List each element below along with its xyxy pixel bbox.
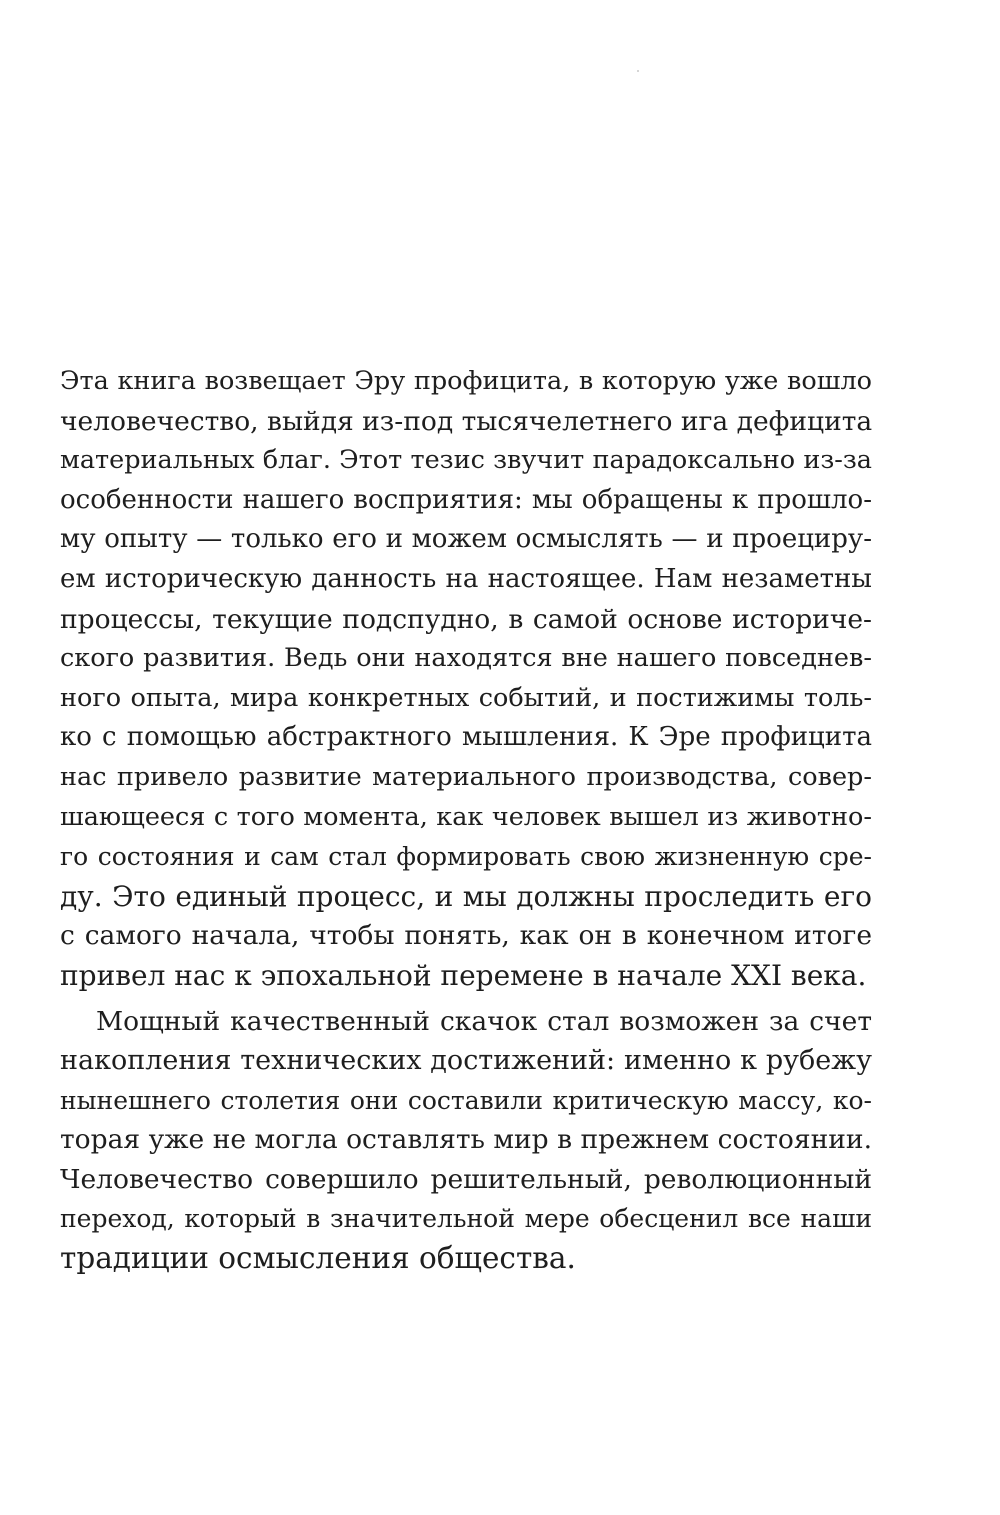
- text-line: нас привело развитие материального производства, совер-: [60, 761, 872, 792]
- text-line: Человечество совершило решительный, революционный: [60, 1163, 872, 1195]
- paragraph-1: [60, 362, 872, 996]
- paragraph-2: [60, 1002, 872, 1279]
- text-line: нынешнего столетия они составили критическую массу, ко-: [60, 1085, 872, 1115]
- text-line: ского развития. Ведь они находятся вне нашего повседнев-: [60, 643, 872, 674]
- body-text: [60, 362, 872, 1279]
- text-line: шающееся с того момента, как человек вышел из животно-: [60, 801, 872, 832]
- text-line: ду. Это единый процесс, и мы должны проследить его: [60, 879, 872, 913]
- text-line: ного опыта, мира конкретных событий, и постижимы толь-: [60, 682, 872, 713]
- text-line: человечество, выйдя из-под тысячелетнего ига дефицита: [60, 405, 873, 437]
- text-line: Мощный качественный скачок стал возможен за счет: [96, 1005, 872, 1037]
- text-line: накопления технических достижений: именно к рубежу: [60, 1045, 872, 1077]
- scan-speck: [637, 70, 639, 72]
- text-line: с самого начала, чтобы понять, как он в конечном итоге: [60, 920, 872, 952]
- text-line: ем историческую данность на настоящее. Нам незаметны: [60, 563, 872, 594]
- text-line: материальных благ. Этот тезис звучит парадоксально из-за: [60, 445, 872, 476]
- text-line: процессы, текущие подспудно, в самой основе историче-: [60, 603, 872, 635]
- text-line: традиции осмысления общества.: [60, 1241, 576, 1276]
- text-line: го состояния и сам стал формировать свою жизненную сре-: [60, 842, 872, 872]
- text-line: Эта книга возвещает Эру профицита, в которую уже вошло: [60, 366, 872, 396]
- text-line: привел нас к эпохальной перемене в начале XXI века.: [60, 958, 867, 992]
- text-line: му опыту — только его и можем осмыслять — и проециру-: [60, 524, 872, 555]
- text-line: переход, который в значительной мере обесценил все наши: [60, 1204, 872, 1234]
- text-line: ко с помощью абстрактного мышления. К Эре профицита: [60, 722, 872, 753]
- text-line: особенности нашего восприятия: мы обращены к прошло-: [60, 484, 872, 515]
- text-line: торая уже не могла оставлять мир в прежнем состоянии.: [60, 1124, 872, 1156]
